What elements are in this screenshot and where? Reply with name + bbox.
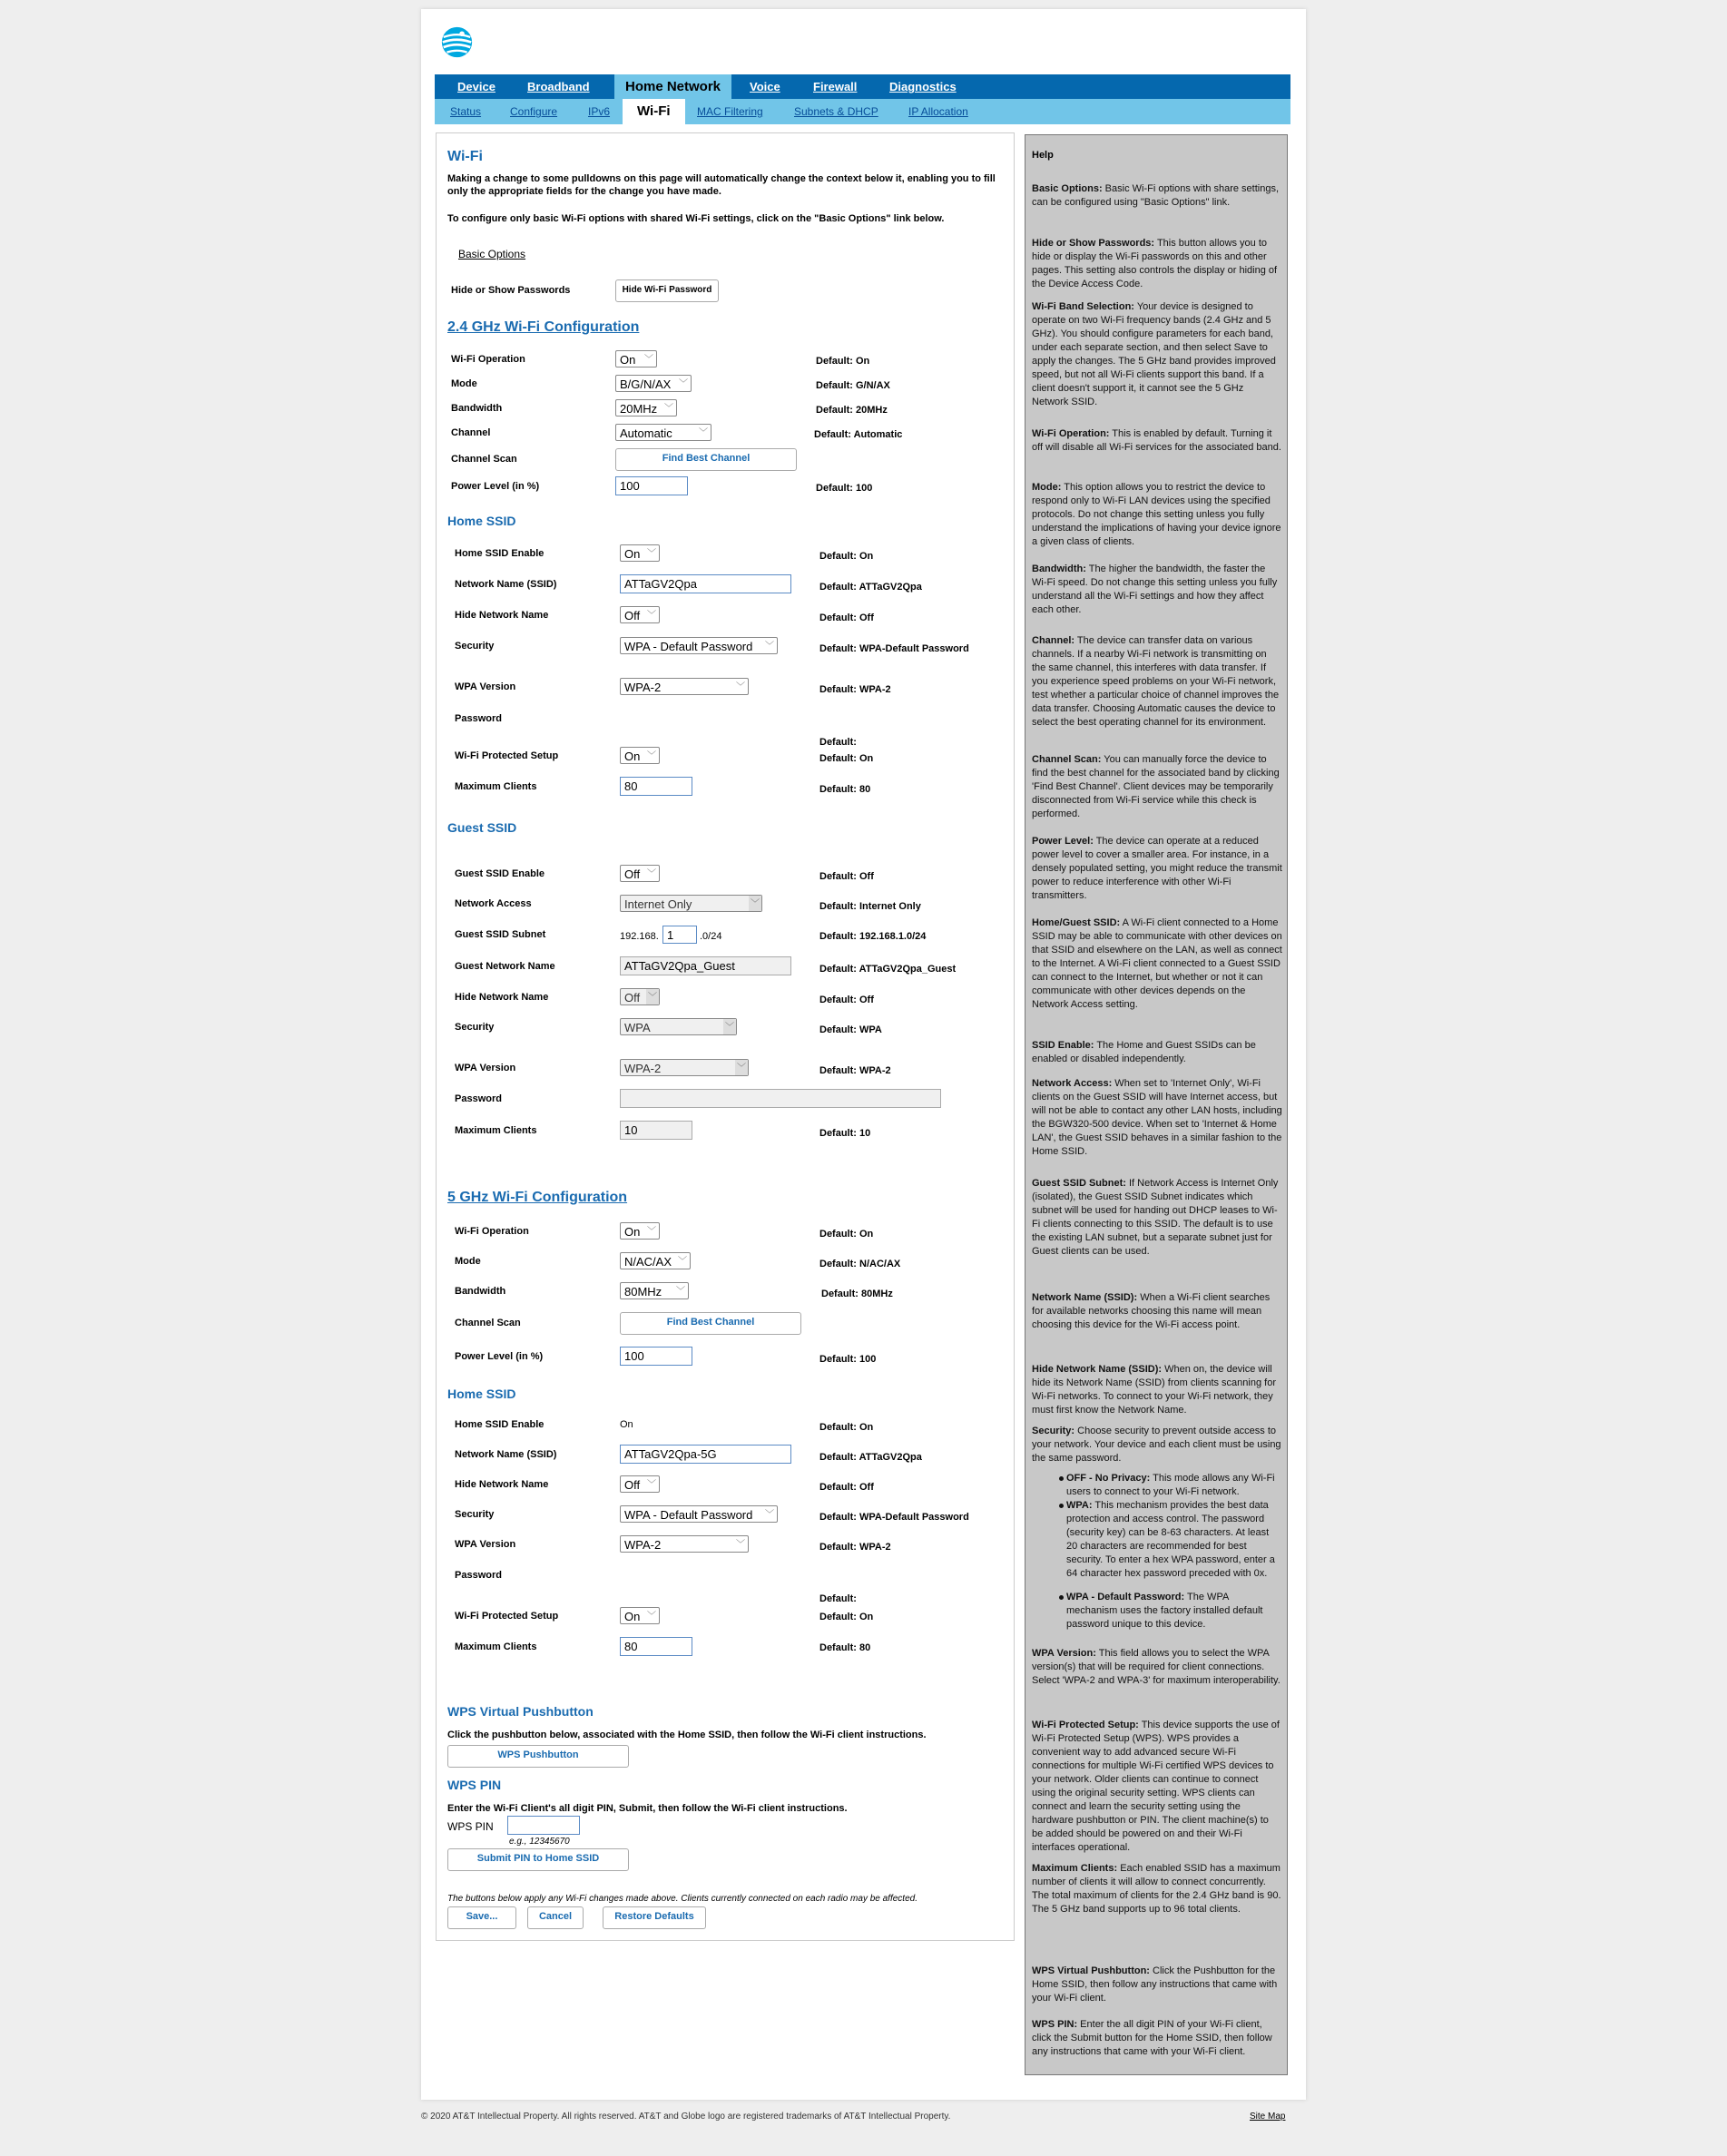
help-item bbox=[1032, 1647, 1282, 1688]
guest-password-label: Password bbox=[455, 1093, 502, 1104]
band5-hide-select[interactable] bbox=[620, 1475, 660, 1493]
help-text: This button allows you to hide or display the Wi-Fi passwords on this and other pages. This setting also controls the display or hiding of the Device Access Code. bbox=[1032, 238, 1278, 289]
band24-mode-select[interactable] bbox=[615, 375, 692, 392]
guest-security-label: Security bbox=[455, 1022, 495, 1033]
band24-scan-label: Channel Scan bbox=[451, 454, 517, 465]
band5-wpa-select[interactable] bbox=[620, 1535, 749, 1553]
help-text: When set to 'Internet Only', Wi-Fi clients on the Guest SSID will have Internet access, but will not be able to contact any other LAN hosts, including the BGW320-500 device. When set to 'Internet & Home LAN', the Guest SSID behaves in a similar fashion to the Home SSID. bbox=[1032, 1078, 1282, 1157]
guest-enable-select[interactable] bbox=[620, 865, 660, 882]
guest-name-default: Default: ATTaGV2Qpa_Guest bbox=[819, 964, 957, 975]
band24-channel-label: Channel bbox=[451, 427, 491, 438]
band24-wps-default: Default: On bbox=[819, 753, 874, 764]
chevron-down-icon: ﹀ bbox=[735, 1060, 748, 1075]
help-item bbox=[1032, 1291, 1282, 1332]
help-text: You can manually force the device to find the best channel for the associated band by clicking 'Find Best Channel'. Client devices may be temporarily disconnected from Wi-Fi service while this check is performed. bbox=[1032, 754, 1280, 819]
guest-enable-default: Default: Off bbox=[819, 871, 874, 882]
guest-security-value: WPA bbox=[624, 1021, 651, 1034]
chevron-down-icon: ﹀ bbox=[647, 869, 656, 879]
help-item bbox=[1032, 1965, 1282, 2005]
chevron-down-icon: ﹀ bbox=[646, 989, 659, 1004]
band24-wpa-label: WPA Version bbox=[455, 681, 516, 692]
band24-hide-select[interactable] bbox=[620, 606, 660, 623]
wps-push-title: WPS Virtual Pushbutton bbox=[447, 1704, 594, 1719]
chevron-down-icon: ﹀ bbox=[676, 1287, 685, 1297]
guest-access-label: Network Access bbox=[455, 898, 532, 909]
band5-hide-default: Default: Off bbox=[819, 1482, 874, 1493]
guest-password-input[interactable] bbox=[620, 1089, 941, 1108]
band5-ssid-input[interactable]: ATTaGV2Qpa-5G bbox=[620, 1445, 791, 1464]
band24-op-value: On bbox=[620, 353, 636, 367]
wps-pushbutton[interactable]: WPS Pushbutton bbox=[447, 1745, 629, 1768]
band5-password-label: Password bbox=[455, 1570, 502, 1581]
band24-hide-default: Default: Off bbox=[819, 612, 874, 623]
help-text: Your device is designed to operate on two Wi-Fi frequency bands (2.4 GHz and 5 GHz). You should configure parameters for each band, under each separate section, and then select Save to apply the changes. The 5 GHz band provides improved speed, but not all Wi-Fi clients support this band. If a client doesn't support it, it cannot see the 5 GHz Network SSID. bbox=[1032, 301, 1276, 407]
guest-hide-default: Default: Off bbox=[819, 995, 874, 1005]
chevron-down-icon: ﹀ bbox=[765, 1510, 774, 1520]
main-panel bbox=[436, 132, 1015, 1941]
band24-mode-default: Default: G/N/AX bbox=[816, 380, 890, 391]
help-term: OFF - No Privacy: bbox=[1066, 1473, 1151, 1484]
subnav-ip-allocation[interactable]: IP Allocation bbox=[908, 105, 968, 118]
help-text: Enter the all digit PIN of your Wi-Fi client, click the Submit button for the Home SSID, then follow any instructions that came with your Wi-Fi client. bbox=[1032, 2019, 1272, 2057]
band24-find-channel-button[interactable]: Find Best Channel bbox=[615, 448, 797, 471]
help-title: Help bbox=[1032, 150, 1054, 161]
band24-ssid-input[interactable]: ATTaGV2Qpa bbox=[620, 574, 791, 593]
band5-home-title: Home SSID bbox=[447, 1387, 516, 1401]
help-term: Bandwidth: bbox=[1032, 564, 1086, 574]
apply-note: The buttons below apply any Wi-Fi changes made above. Clients currently connected on each radio may be affected. bbox=[447, 1894, 917, 1904]
restore-defaults-button[interactable]: Restore Defaults bbox=[603, 1906, 706, 1929]
help-item bbox=[1032, 1039, 1282, 1066]
band5-bw-label: Bandwidth bbox=[455, 1286, 506, 1297]
band5-power-input[interactable]: 100 bbox=[620, 1347, 692, 1366]
band5-password-default: Default: bbox=[819, 1593, 857, 1604]
band5-home-enable-value: On bbox=[620, 1419, 633, 1430]
band24-channel-default: Default: Automatic bbox=[814, 429, 903, 440]
site-map-link[interactable]: Site Map bbox=[1250, 2112, 1286, 2122]
band24-wps-label: Wi-Fi Protected Setup bbox=[455, 750, 559, 761]
guest-access-select[interactable] bbox=[620, 895, 762, 912]
chevron-down-icon: ﹀ bbox=[647, 549, 656, 559]
chevron-down-icon: ﹀ bbox=[644, 355, 653, 365]
band5-scan-label: Channel Scan bbox=[455, 1318, 521, 1328]
bullet-icon bbox=[1059, 1504, 1064, 1508]
help-text: The WPA mechanism uses the factory installed default password unique to this device. bbox=[1066, 1592, 1263, 1630]
chevron-down-icon: ﹀ bbox=[765, 642, 774, 652]
band5-op-default: Default: On bbox=[819, 1229, 874, 1240]
band5-security-value: WPA - Default Password bbox=[624, 1508, 753, 1522]
help-item bbox=[1032, 300, 1282, 409]
help-text: The device can transfer data on various channels. If a nearby Wi-Fi network is transmitting on the same channel, this interferes with data transfer. If you experience speed problems on your Wi-Fi network, test whether a particular choice of channel improves the data transfer. Choosing Automatic causes the device to select the best operating channel for its environment. bbox=[1032, 635, 1280, 728]
guest-name-input[interactable]: ATTaGV2Qpa_Guest bbox=[620, 956, 791, 975]
guest-access-value: Internet Only bbox=[624, 897, 692, 911]
help-item bbox=[1032, 916, 1282, 1012]
guest-enable-value: Off bbox=[624, 867, 641, 881]
help-text: The device can operate at a reduced power level to cover a smaller area. For instance, in a densely populated setting, you might reduce the transmit power to reduce interference with other Wi-Fi transmitters. bbox=[1032, 836, 1282, 901]
guest-enable-label: Guest SSID Enable bbox=[455, 868, 545, 879]
help-term: Guest SSID Subnet: bbox=[1032, 1178, 1126, 1189]
band24-home-enable-select[interactable] bbox=[620, 544, 660, 562]
secondary-nav bbox=[435, 99, 1290, 124]
save-button[interactable]: Save... bbox=[447, 1906, 516, 1929]
band24-security-label: Security bbox=[455, 641, 495, 652]
band5-hide-label: Hide Network Name bbox=[455, 1479, 549, 1490]
help-term: Home/Guest SSID: bbox=[1032, 917, 1121, 928]
help-term: Channel: bbox=[1032, 635, 1075, 646]
wps-pin-input[interactable] bbox=[507, 1816, 580, 1835]
help-text: If Network Access is Internet Only (isolated), the Guest SSID Subnet indicates which subnet will be used for handing out DHCP leases to Wi-Fi clients connecting to this SSID. The default is to use the existing LAN subnet, but a separate subnet just for Guest clients can be used. bbox=[1032, 1178, 1279, 1257]
band24-ssid-default: Default: ATTaGV2Qpa bbox=[819, 582, 922, 593]
help-item bbox=[1032, 182, 1282, 210]
band24-wps-value: On bbox=[624, 750, 641, 763]
nav-device[interactable]: Device bbox=[457, 80, 496, 93]
page-card bbox=[421, 9, 1306, 2100]
band24-wps-select[interactable] bbox=[620, 747, 660, 764]
chevron-down-icon: ﹀ bbox=[679, 379, 688, 389]
chevron-down-icon: ﹀ bbox=[647, 1480, 656, 1490]
help-item bbox=[1032, 1177, 1282, 1259]
help-text: The higher the bandwidth, the faster the Wi-Fi speed. Do not change this setting unless you fully understand all the Wi-Fi settings and how they affect each other. bbox=[1032, 564, 1278, 615]
band24-power-label: Power Level (in %) bbox=[451, 481, 540, 492]
nav-firewall[interactable]: Firewall bbox=[813, 80, 858, 93]
chevron-down-icon: ﹀ bbox=[678, 1257, 687, 1267]
help-item bbox=[1032, 1425, 1282, 1465]
guest-hide-select[interactable] bbox=[620, 988, 660, 1005]
band24-bw-value: 20MHz bbox=[620, 402, 658, 416]
band5-home-enable-default: Default: On bbox=[819, 1422, 874, 1433]
help-term: Hide or Show Passwords: bbox=[1032, 238, 1155, 249]
basic-options-link[interactable]: Basic Options bbox=[458, 248, 526, 260]
guest-wpa-label: WPA Version bbox=[455, 1063, 516, 1073]
copyright-text: © 2020 AT&T Intellectual Property. All rights reserved. AT&T and Globe logo are registered trademarks of AT&T Intellectual Property. bbox=[421, 2112, 951, 2122]
band5-wpa-value: WPA-2 bbox=[624, 1538, 662, 1552]
help-term: Mode: bbox=[1032, 482, 1062, 493]
help-text: This is enabled by default. Turning it off will disable all Wi-Fi services for the associated band. bbox=[1032, 428, 1281, 453]
band24-channel-value: Automatic bbox=[620, 426, 672, 440]
guest-wpa-value: WPA-2 bbox=[624, 1062, 662, 1075]
guest-wpa-select[interactable] bbox=[620, 1059, 749, 1076]
chevron-down-icon: ﹀ bbox=[736, 1540, 745, 1550]
help-term: WPA - Default Password: bbox=[1066, 1592, 1185, 1602]
guest-max-label: Maximum Clients bbox=[455, 1125, 537, 1136]
band24-bw-label: Bandwidth bbox=[451, 403, 503, 414]
help-term: SSID Enable: bbox=[1032, 1040, 1094, 1051]
band24-home-title: Home SSID bbox=[447, 514, 516, 528]
chevron-down-icon: ﹀ bbox=[749, 896, 761, 911]
guest-hide-label: Hide Network Name bbox=[455, 992, 549, 1003]
band24-home-enable-label: Home SSID Enable bbox=[455, 548, 545, 559]
bullet-icon bbox=[1059, 1595, 1064, 1600]
band5-mode-label: Mode bbox=[455, 1256, 481, 1267]
subnav-mac-filtering[interactable]: MAC Filtering bbox=[697, 105, 763, 118]
help-text: When a Wi-Fi client searches for available networks choosing this name will mean choosing this device for the Wi-Fi access point. bbox=[1032, 1292, 1271, 1330]
help-text: Choose security to prevent outside access to your network. Your device and each client must be using the same password. bbox=[1032, 1426, 1281, 1464]
band24-channel-select[interactable] bbox=[615, 424, 711, 441]
help-text: Click the Pushbutton for the Home SSID, then follow any instructions that came with your Wi-Fi client. bbox=[1032, 1965, 1278, 2004]
intro-text: Making a change to some pulldowns on this page will automatically change the context below it, enabling you to fill only the appropriate fields for the change you have made. bbox=[447, 173, 996, 197]
help-text: A Wi-Fi client connected to a Home SSID may be able to communicate with other devices on that SSID and elsewhere on the LAN, as well as connect to the Internet. A Wi-Fi client connected to a Guest SSID can connect to the Internet, but whether or not it can communicate with other devices depends on the Network Access setting. bbox=[1032, 917, 1282, 1010]
guest-security-select[interactable] bbox=[620, 1018, 737, 1035]
subnav-ipv6[interactable]: IPv6 bbox=[588, 105, 611, 118]
band24-wpa-default: Default: WPA-2 bbox=[819, 684, 891, 695]
wps-pin-text: Enter the Wi-Fi Client's all digit PIN, Submit, then follow the Wi-Fi client instructions. bbox=[447, 1803, 848, 1814]
guest-subnet-suffix: .0/24 bbox=[700, 931, 722, 942]
band5-mode-value: N/AC/AX bbox=[624, 1255, 672, 1269]
band24-ssid-label: Network Name (SSID) bbox=[455, 579, 557, 590]
chevron-down-icon: ﹀ bbox=[699, 428, 708, 438]
guest-max-input[interactable]: 10 bbox=[620, 1121, 692, 1140]
band5-ssid-default: Default: ATTaGV2Qpa bbox=[819, 1452, 922, 1463]
band24-security-value: WPA - Default Password bbox=[624, 640, 753, 653]
help-term: Wi-Fi Protected Setup: bbox=[1032, 1720, 1139, 1730]
guest-name-label: Guest Network Name bbox=[455, 961, 555, 972]
band24-password-default: Default: bbox=[819, 737, 857, 748]
band24-op-select[interactable] bbox=[615, 350, 657, 368]
band5-wps-value: On bbox=[624, 1610, 641, 1623]
help-term: Network Name (SSID): bbox=[1032, 1292, 1138, 1303]
band5-wps-default: Default: On bbox=[819, 1612, 874, 1622]
intro-basic-text: To configure only basic Wi-Fi options with shared Wi-Fi settings, click on the "Basic Options" link below. bbox=[447, 213, 945, 224]
band24-home-enable-value: On bbox=[624, 547, 641, 561]
band5-mode-default: Default: N/AC/AX bbox=[819, 1259, 901, 1269]
help-item bbox=[1032, 1719, 1282, 1855]
help-term: Wi-Fi Band Selection: bbox=[1032, 301, 1134, 312]
band24-bw-select[interactable] bbox=[615, 399, 677, 416]
help-text: The Home and Guest SSIDs can be enabled or disabled independently. bbox=[1032, 1040, 1256, 1064]
help-term: WPS PIN: bbox=[1032, 2019, 1078, 2030]
band5-power-label: Power Level (in %) bbox=[455, 1351, 544, 1362]
nav-home-network[interactable]: Home Network bbox=[614, 74, 731, 99]
subnav-status[interactable]: Status bbox=[450, 105, 482, 118]
guest-title: Guest SSID bbox=[447, 820, 517, 835]
help-term: Maximum Clients: bbox=[1032, 1863, 1118, 1874]
help-item bbox=[1032, 835, 1282, 903]
band5-power-default: Default: 100 bbox=[819, 1354, 877, 1365]
band5-wpa-label: WPA Version bbox=[455, 1539, 516, 1550]
help-item bbox=[1032, 237, 1282, 291]
nav-broadband[interactable]: Broadband bbox=[527, 80, 590, 93]
help-bullet bbox=[1066, 1591, 1281, 1632]
hide-password-button[interactable]: Hide Wi-Fi Password bbox=[615, 279, 719, 302]
band24-bw-default: Default: 20MHz bbox=[816, 405, 888, 416]
help-text: This option allows you to restrict the device to respond only to Wi-Fi LAN devices using the specified protocols. Do not change this setting unless you fully understand the implications of having your device ignore a given class of clients. bbox=[1032, 482, 1281, 547]
help-text: Each enabled SSID has a maximum number of clients it will allow to connect concurrently. The total maximum of clients for the 2.4 GHz band is 90. The 5 GHz band supports up to 96 total clients. bbox=[1032, 1863, 1281, 1915]
help-item bbox=[1032, 427, 1282, 455]
band5-max-default: Default: 80 bbox=[819, 1642, 871, 1653]
hide-show-label: Hide or Show Passwords bbox=[451, 285, 571, 296]
band5-wps-select[interactable] bbox=[620, 1607, 660, 1624]
help-term: Wi-Fi Operation: bbox=[1032, 428, 1110, 439]
help-item bbox=[1032, 2018, 1282, 2059]
wps-pin-title: WPS PIN bbox=[447, 1778, 502, 1792]
help-bullet bbox=[1066, 1499, 1281, 1581]
band24-max-default: Default: 80 bbox=[819, 784, 871, 795]
help-term: WPA: bbox=[1066, 1500, 1093, 1511]
band24-op-default: Default: On bbox=[816, 356, 870, 367]
wps-pin-label: WPS PIN bbox=[447, 1820, 494, 1833]
band24-mode-value: B/G/N/AX bbox=[620, 377, 672, 391]
band5-bw-value: 80MHz bbox=[624, 1285, 662, 1298]
chevron-down-icon: ﹀ bbox=[664, 404, 673, 414]
help-term: Network Access: bbox=[1032, 1078, 1113, 1089]
guest-hide-value: Off bbox=[624, 991, 641, 1004]
band5-mode-select[interactable] bbox=[620, 1252, 691, 1269]
help-term: Hide Network Name (SSID): bbox=[1032, 1364, 1163, 1375]
band24-hide-value: Off bbox=[624, 609, 641, 622]
wps-push-text: Click the pushbutton below, associated with the Home SSID, then follow the Wi-Fi client instructions. bbox=[447, 1730, 927, 1740]
help-term: Power Level: bbox=[1032, 836, 1094, 847]
subnav-wifi[interactable]: Wi-Fi bbox=[623, 99, 685, 124]
att-globe-icon bbox=[440, 25, 474, 59]
wps-pin-hint: e.g., 12345670 bbox=[509, 1837, 570, 1847]
primary-nav bbox=[435, 74, 1290, 99]
band5-home-enable-label: Home SSID Enable bbox=[455, 1419, 545, 1430]
band5-hide-value: Off bbox=[624, 1478, 641, 1492]
help-item bbox=[1032, 563, 1282, 617]
band5-wpa-default: Default: WPA-2 bbox=[819, 1542, 891, 1553]
help-text: This field allows you to select the WPA version(s) that will be required for client connections. Select 'WPA-2 and WPA-3' for maximum interoperability. bbox=[1032, 1648, 1281, 1686]
band5-max-label: Maximum Clients bbox=[455, 1642, 537, 1652]
band24-title[interactable]: 2.4 GHz Wi-Fi Configuration bbox=[447, 319, 640, 335]
band5-title[interactable]: 5 GHz Wi-Fi Configuration bbox=[447, 1190, 628, 1205]
band5-op-value: On bbox=[624, 1225, 641, 1239]
help-item bbox=[1032, 481, 1282, 549]
page-title: Wi-Fi bbox=[447, 149, 483, 164]
help-text: This mode allows any Wi-Fi users to connect to your Wi-Fi network. bbox=[1066, 1473, 1275, 1497]
help-text: This mechanism provides the best data protection and access control. The password (security key) can be 8-63 characters. At least 20 characters are recommended for best security. To enter a hex WPA password, enter a 64 character hex password preceded with 0x. bbox=[1066, 1500, 1275, 1579]
band24-op-label: Wi-Fi Operation bbox=[451, 354, 525, 365]
guest-security-default: Default: WPA bbox=[819, 1024, 882, 1035]
help-text: When on, the device will hide its Network Name (SSID) from clients scanning for Wi-Fi networks. To connect to your Wi-Fi network, they must first know the Network Name. bbox=[1032, 1364, 1276, 1416]
band5-security-select[interactable] bbox=[620, 1505, 778, 1523]
band5-max-input[interactable]: 80 bbox=[620, 1637, 692, 1656]
help-term: Channel Scan: bbox=[1032, 754, 1102, 765]
band24-home-enable-default: Default: On bbox=[819, 551, 874, 562]
nav-diagnostics[interactable]: Diagnostics bbox=[889, 80, 957, 93]
band24-power-input[interactable]: 100 bbox=[615, 476, 688, 495]
guest-subnet-label: Guest SSID Subnet bbox=[455, 929, 546, 940]
subnav-subnets-dhcp[interactable]: Subnets & DHCP bbox=[794, 105, 878, 118]
help-term: Security: bbox=[1032, 1426, 1075, 1436]
band24-wpa-value: WPA-2 bbox=[624, 681, 662, 694]
band24-hide-label: Hide Network Name bbox=[455, 610, 549, 621]
help-item bbox=[1032, 1363, 1282, 1417]
subnav-configure[interactable]: Configure bbox=[510, 105, 558, 118]
bullet-icon bbox=[1059, 1476, 1064, 1481]
guest-access-default: Default: Internet Only bbox=[819, 901, 921, 912]
band24-security-default: Default: WPA-Default Password bbox=[819, 643, 969, 654]
band24-security-select[interactable] bbox=[620, 637, 778, 654]
help-term: WPS Virtual Pushbutton: bbox=[1032, 1965, 1150, 1976]
help-bullet bbox=[1066, 1472, 1281, 1499]
guest-max-default: Default: 10 bbox=[819, 1128, 871, 1139]
band24-password-label: Password bbox=[455, 713, 502, 724]
guest-subnet-default: Default: 192.168.1.0/24 bbox=[819, 931, 927, 942]
submit-pin-button[interactable]: Submit PIN to Home SSID bbox=[447, 1848, 629, 1871]
band5-bw-default: Default: 80MHz bbox=[821, 1289, 893, 1299]
band5-op-label: Wi-Fi Operation bbox=[455, 1226, 529, 1237]
help-item bbox=[1032, 1077, 1282, 1159]
band24-max-input[interactable]: 80 bbox=[620, 777, 692, 796]
help-item bbox=[1032, 1862, 1282, 1916]
help-item bbox=[1032, 753, 1282, 821]
band5-security-label: Security bbox=[455, 1509, 495, 1520]
band5-wps-label: Wi-Fi Protected Setup bbox=[455, 1611, 559, 1622]
band24-wpa-select[interactable] bbox=[620, 678, 749, 695]
help-text: Basic Wi-Fi options with share settings, can be configured using "Basic Options" link. bbox=[1032, 183, 1280, 208]
band5-ssid-label: Network Name (SSID) bbox=[455, 1449, 557, 1460]
band5-op-select[interactable] bbox=[620, 1222, 660, 1240]
band24-power-default: Default: 100 bbox=[816, 483, 873, 494]
guest-wpa-default: Default: WPA-2 bbox=[819, 1065, 891, 1076]
chevron-down-icon: ﹀ bbox=[736, 682, 745, 692]
help-panel bbox=[1025, 134, 1288, 2075]
band5-find-channel-button[interactable]: Find Best Channel bbox=[620, 1312, 801, 1335]
band24-max-label: Maximum Clients bbox=[455, 781, 537, 792]
band24-mode-label: Mode bbox=[451, 378, 477, 389]
chevron-down-icon: ﹀ bbox=[647, 751, 656, 761]
guest-subnet-input[interactable]: 1 bbox=[662, 926, 697, 944]
cancel-button[interactable]: Cancel bbox=[527, 1906, 584, 1929]
chevron-down-icon: ﹀ bbox=[723, 1019, 736, 1034]
chevron-down-icon: ﹀ bbox=[647, 1227, 656, 1237]
chevron-down-icon: ﹀ bbox=[647, 1612, 656, 1622]
help-term: WPA Version: bbox=[1032, 1648, 1096, 1659]
band5-bw-select[interactable] bbox=[620, 1282, 689, 1299]
help-item bbox=[1032, 634, 1282, 730]
chevron-down-icon: ﹀ bbox=[647, 611, 656, 621]
guest-subnet-prefix: 192.168. bbox=[620, 931, 659, 942]
help-term: Basic Options: bbox=[1032, 183, 1103, 194]
nav-voice[interactable]: Voice bbox=[750, 80, 780, 93]
band5-security-default: Default: WPA-Default Password bbox=[819, 1512, 969, 1523]
help-text: This device supports the use of Wi-Fi Protected Setup (WPS). WPS provides a convenient way to add advanced secure Wi-Fi connections for multiple Wi-Fi certified WPS devices to your network. Older clients can continue to connect using the original security setting. WPS clients can connect and learn the security setting using the hardware pushbutton or PIN. The client machine(s) to be added should be powered on and their Wi-Fi interfaces operational. bbox=[1032, 1720, 1280, 1853]
